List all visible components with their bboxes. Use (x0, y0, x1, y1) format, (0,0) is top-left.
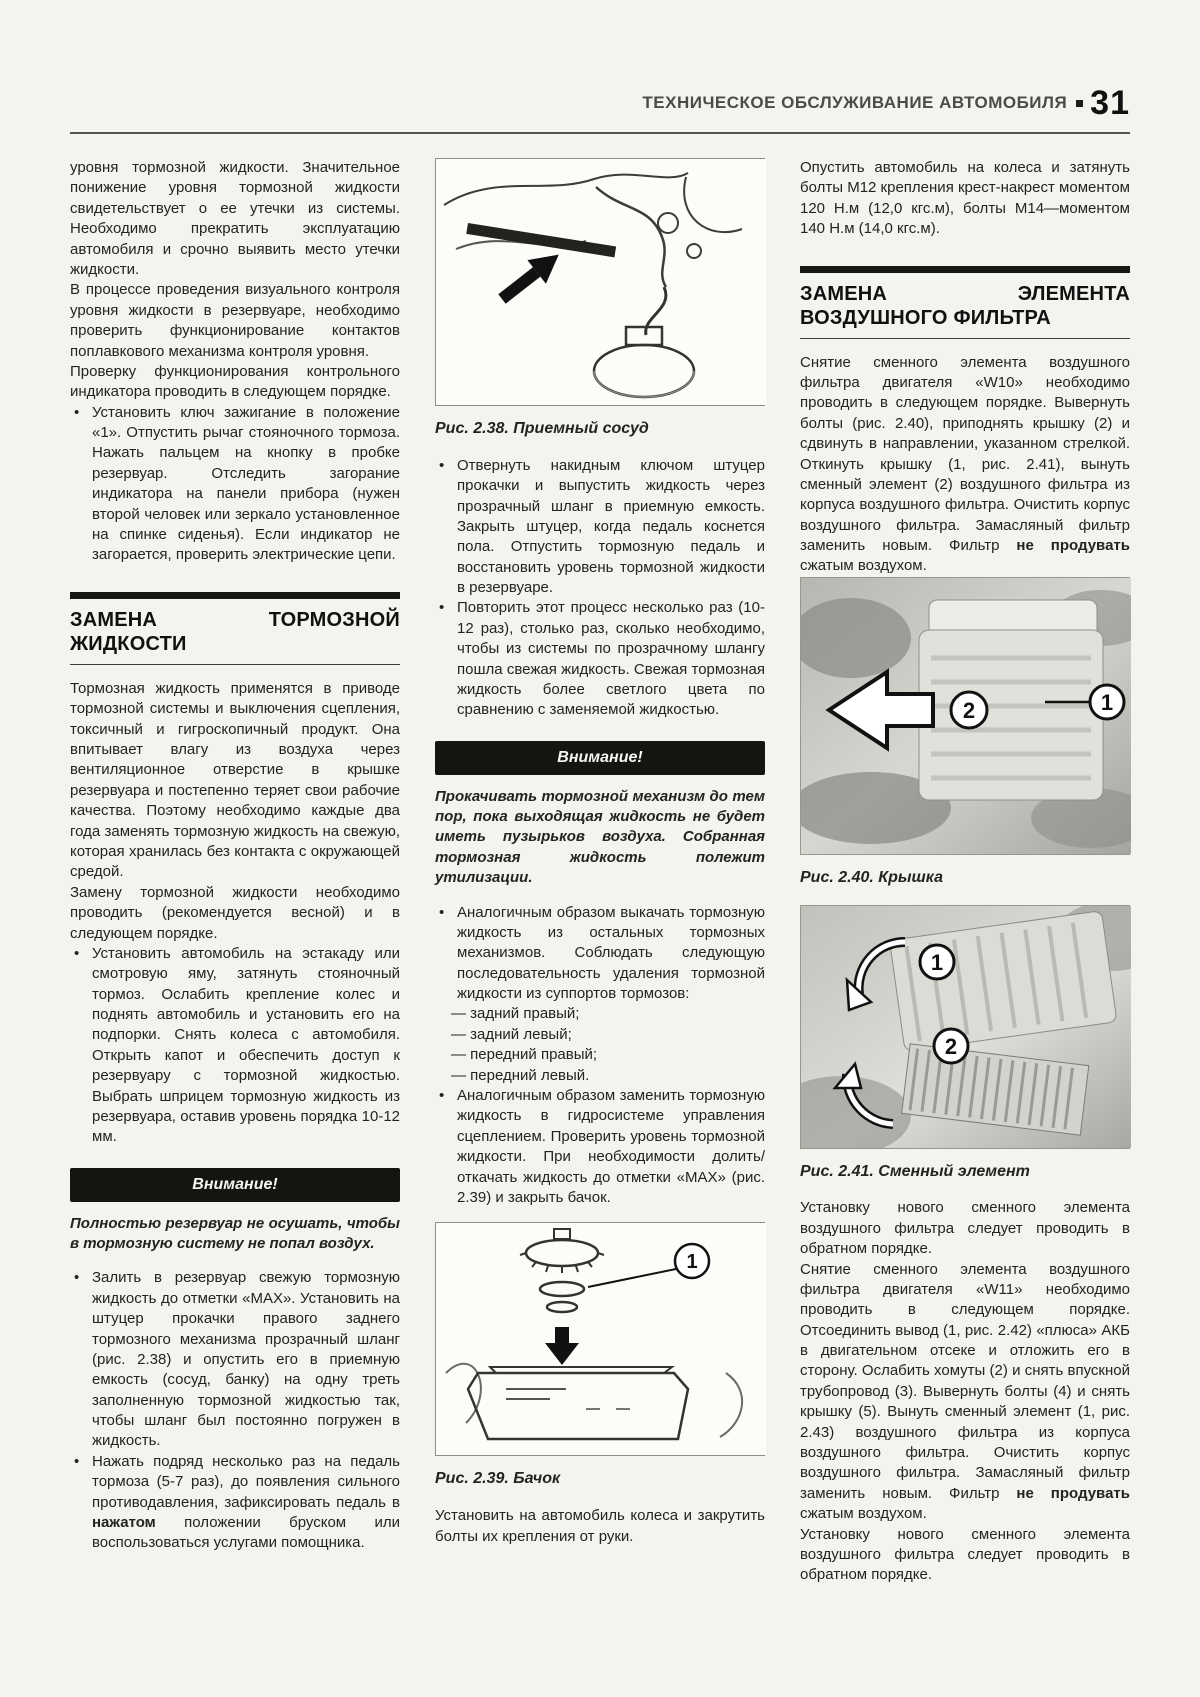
paragraph: Опустить автомобиль на колеса и затянуть болты М12 крепления крест-накрест моментом 120 Н.м (12,0 кгс.м), болты М14—моментом 140 Н.м (14,0 кгс.м). (800, 159, 1130, 238)
figure-caption-2-40: Рис. 2.40. Крышка (800, 868, 943, 886)
warning-box (70, 1168, 400, 1255)
section-underline (800, 338, 1130, 339)
list-item: — задний правый; (451, 1005, 580, 1023)
callout-number: 1 (930, 949, 944, 975)
paragraph: Тормозная жидкость применятся в приводе тормозной системы и выключения сцепления, токсичный и гигроскопичный продукт. Она впитывает влагу из воздуха через вентиляционное отверстие в крышке резервуара и постепенно теряет свои рабочие качества. Поэтому необходимо каждые два года заменять тормозную жидкость на свежую, которая хранилась без контакта с окружающей средой. (70, 679, 400, 881)
figure-caption-2-41: Рис. 2.41. Сменный элемент (800, 1162, 1030, 1180)
page-header (70, 86, 1130, 120)
paragraph: Установку нового сменного элемента воздушного фильтра следует проводить в обратном порядке. (800, 1525, 1130, 1584)
figure-2-41 (800, 905, 1130, 1149)
section-bar (800, 266, 1130, 273)
bullet-item: • Залить в резервуар свежую тормозную жидкость до отметки «MAX». Установить на штуцер прокачки правого заднего тормозного механизма прозрачный шланг (рис. 2.38) и опустить его в приемную емкость (сосуд, банку) на одну треть заполненную тормозной жидкостью так, чтобы шланг был постоянно погружен в жидкость. (70, 1268, 400, 1452)
callout-number: 1 (1100, 689, 1114, 715)
paragraph (800, 353, 1130, 577)
bullet-item: • Повторить этот процесс несколько раз (10-12 раз), столько раз, сколько необходимо, чтобы из системы по прозрачному шлангу пошла свежая жидкость. Свежая тормозная жидкость более светлого цвета по сравнению с заменяемой жидкостью. (435, 598, 765, 720)
bullet-item: • Установить ключ зажигание в положение «1». Отпустить рычаг стояночного тормоза. Нажать пальцем на кнопку в пробке резервуар. Отследить загорание индикатора на панели прибора (нужен второй человек или зеркало установленное на спинке сиденья). Если индикатор не загорается, проверить электрические цепи. (70, 403, 400, 566)
paragraph-text: сжатым воздухом. (800, 557, 927, 575)
bleeding-hose-line-art (436, 159, 766, 405)
list-item: — задний левый; (451, 1025, 572, 1043)
bullet-text-bold: нажатом (92, 1514, 156, 1532)
filter-element-photo (801, 906, 1131, 1148)
filter-housing (919, 600, 1103, 800)
paragraph-text: Снятие сменного элемента воздушного фильтра двигателя «W11» необходимо проводить в следующем порядке. Отсоединить вывод (1, рис. 2.42) «плюса» АКБ в двигательном отсеке и отложить его в сторону. Ослабить хомуты (2) и снять впускной трубопровод (3). Вывернуть болты (4) и снять крышку (5). Вынуть сменный элемент (1, рис. 2.43) воздушного фильтра из корпуса воздушного фильтра. Очистить корпус воздушного фильтра. Замасляный фильтр заменить новым. Фильтр (800, 1260, 1130, 1502)
paragraph: Замену тормозной жидкости необходимо проводить (рекомендуется весной) и в следующем порядке. (70, 883, 400, 942)
paragraph: Проверку функционирования контрольного индикатора проводить в следующем порядке. (70, 362, 400, 401)
figure-2-40 (800, 577, 1130, 855)
section-header-brake-fluid (70, 592, 400, 665)
section-title: ЗАМЕНА ТОРМОЗНОЙ ЖИДКОСТИ (70, 608, 400, 655)
list-item: — передний левый. (451, 1066, 590, 1084)
bullet-item (70, 1452, 400, 1554)
header-rule (70, 132, 1130, 134)
paragraph: В процессе проведения визуального контроля уровня жидкости в резервуаре, необходимо проверить функционирование контактов поплавкового механизма контроля уровня. (70, 281, 400, 360)
paragraph: уровня тормозной жидкости. Значительное понижение уровня тормозной жидкости свидетельствует о ее утечки из системы. Необходимо прекратить эксплуатацию автомобиля и срочно выявить место утечки жидкости. (70, 159, 400, 278)
figure-caption-2-38: Рис. 2.38. Приемный сосуд (435, 420, 649, 437)
paragraph-text: сжатым воздухом. (800, 1505, 927, 1523)
bullet-item: • Установить автомобиль на эстакаду или смотровую яму, затянуть стояночный тормоз. Ослабить крепление колес и поднять автомобиль и установить его на подпорки. Снять колеса с автомобиля. Открыть капот и обеспечить доступ к резервуару с тормозной жидкостью. Выбрать шприцем тормозную жидкость из резервуара, оставив уровень порядка 10-12 мм. (70, 944, 400, 1148)
bullet-text: Нажать подряд несколько раз на педаль тормоза (5-7 раз), до появления сильного противодавления, зафиксировать педаль в (92, 1452, 400, 1511)
reservoir-line-art (436, 1223, 766, 1455)
section-header-air-filter (800, 266, 1130, 339)
section-underline (70, 664, 400, 665)
square-bullet-icon (1076, 100, 1083, 107)
warning-text: Полностью резервуар не осушать, чтобы в тормозную систему не попал воздух. (70, 1214, 400, 1252)
page-header-title: ТЕХНИЧЕСКОЕ ОБСЛУЖИВАНИЕ АВТОМОБИЛЯ (642, 93, 1068, 112)
page-number: 31 (1090, 84, 1130, 122)
paragraph: Установить на автомобиль колеса и закрутить болты их крепления от руки. (435, 1507, 765, 1545)
bullet-item: • Аналогичным образом выкачать тормозную жидкость из остальных тормозных механизмов. Соблюдать следующую последовательность удаления тормозной жидкости из суппортов тормозов: (435, 903, 765, 1005)
paragraph: Установку нового сменного элемента воздушного фильтра следует проводить в обратном порядке. (800, 1199, 1130, 1258)
warning-title: Внимание! (70, 1168, 400, 1202)
section-title: ЗАМЕНА ЭЛЕМЕНТА ВОЗДУШНОГО ФИЛЬТРА (800, 282, 1130, 329)
paragraph-text: Снятие сменного элемента воздушного фильтра двигателя «W10» необходимо проводить в следующем порядке. Вывернуть болты (рис. 2.40), приподнять крышку (2) и сдвинуть в направлении, указанном стрелкой. Откинуть крышку (1, рис. 2.41), вынуть сменный элемент (2) воздушного фильтра из корпуса воздушного фильтра. Очистить корпус воздушного фильтра. Замасляный фильтр заменить новым. Фильтр (800, 353, 1130, 555)
paragraph-text-bold: не продувать (1016, 1484, 1130, 1502)
figure-2-39 (435, 1222, 765, 1456)
bullet-item: • Отвернуть накидным ключом штуцер прокачки и выпустить жидкость через прозрачный шланг в приемную емкость. Закрыть штуцер, когда педаль коснется пола. Отпустить тормозную педаль и восстановить уровень тормозной жидкости в резервуаре. (435, 456, 765, 599)
list-item: — передний правый; (451, 1046, 598, 1064)
figure-caption-2-39: Рис. 2.39. Бачок (435, 1470, 561, 1488)
section-bar (70, 592, 400, 599)
column-right (800, 158, 1130, 1586)
bullet-text: положении бруском или воспользоваться услугами помощника. (92, 1514, 400, 1552)
air-filter-cover-photo (801, 578, 1131, 854)
warning-title: Внимание! (435, 741, 765, 775)
callout-number: 2 (962, 697, 976, 723)
figure-2-38 (435, 158, 765, 406)
column-middle (435, 158, 765, 1586)
paragraph (800, 1260, 1130, 1525)
column-left (70, 158, 400, 1586)
callout-number: 1 (686, 1251, 698, 1274)
callout-number: 2 (944, 1033, 958, 1059)
paragraph-text-bold: не продувать (1016, 537, 1130, 555)
bullet-item: • Аналогичным образом заменить тормозную жидкость в гидросистеме управления сцеплением. Проверить уровень тормозной жидкости. При необходимости долить/откачать жидкость до отметки «MAX» (рис. 2.39) и закрыть бачок. (435, 1086, 765, 1208)
columns (70, 158, 1130, 1586)
warning-box (435, 741, 765, 889)
warning-text: Прокачивать тормозной механизм до тем пор, пока выходящая жидкость не будет иметь пузырьков воздуха. Собранная тормозная жидкость полежит утилизации. (435, 787, 765, 887)
